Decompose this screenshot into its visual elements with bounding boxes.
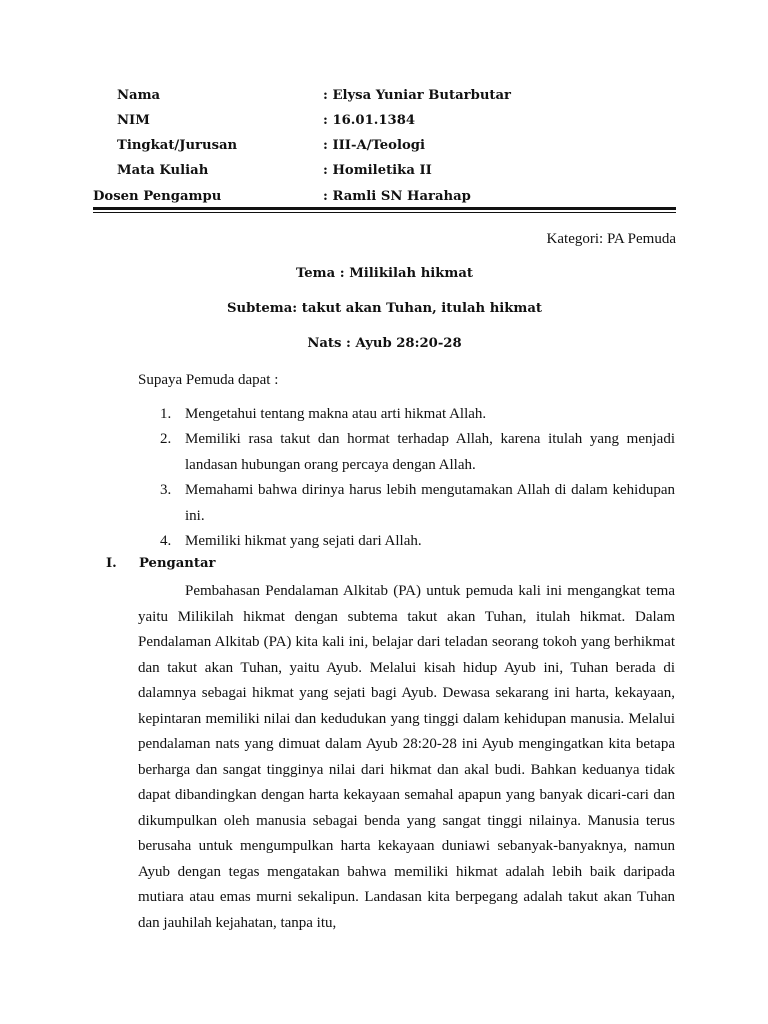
- header-label: Mata Kuliah: [117, 163, 209, 178]
- list-number: 1.: [160, 406, 172, 422]
- list-text: Mengetahui tentang makna atau arti hikmat Allah.: [185, 406, 487, 422]
- list-text: Memiliki rasa takut dan hormat terhadap Allah, karena itulah yang menjadi landasan hubungan orang percaya dengan Allah.: [185, 431, 675, 473]
- section-title: Pengantar: [139, 556, 216, 571]
- header-row-dosen: [93, 187, 676, 207]
- header-value: : Ramli SN Harahap: [323, 189, 471, 204]
- nats-title: Nats : Ayub 28:20-28: [307, 336, 462, 351]
- list-item: [138, 478, 675, 529]
- header-row-nim: [93, 111, 676, 131]
- list-item: [138, 529, 675, 554]
- subtema-title: Subtema: takut akan Tuhan, itulah hikmat: [226, 301, 543, 316]
- kategori-label: Kategori: PA Pemuda: [546, 231, 676, 247]
- header-label: Tingkat/Jurusan: [117, 138, 238, 153]
- list-number: 4.: [160, 533, 172, 550]
- tema-title: Tema : Milikilah hikmat: [295, 266, 474, 281]
- header-value: : Elysa Yuniar Butarbutar: [323, 88, 511, 103]
- header-rule-thick: [93, 207, 676, 210]
- list-text: Memahami bahwa dirinya harus lebih mengutamakan Allah di dalam kehidupan ini.: [185, 482, 675, 524]
- header-row-nama: [93, 86, 676, 106]
- header-label: NIM: [117, 113, 150, 128]
- header-value: : 16.01.1384: [323, 113, 416, 128]
- header-label: Dosen Pengampu: [93, 189, 222, 204]
- header-value: : III-A/Teologi: [323, 138, 426, 153]
- list-item: [138, 427, 675, 478]
- list-number: 3.: [160, 482, 172, 499]
- intro-text: Supaya Pemuda dapat :: [138, 372, 279, 388]
- header-rule-thin: [93, 212, 676, 213]
- list-text: Memiliki hikmat yang sejati dari Allah.: [185, 533, 422, 550]
- section-number: I.: [106, 556, 117, 571]
- header-row-mata-kuliah: [93, 161, 676, 181]
- header-label: Nama: [117, 88, 161, 103]
- header-value: : Homiletika II: [323, 163, 432, 178]
- list-item: [138, 402, 675, 427]
- section-paragraph: Pembahasan Pendalaman Alkitab (PA) untuk pemuda kali ini mengangkat tema yaitu Milikilah hikmat dengan subtema takut akan Tuhan, itulah hikmat. Dalam Pendalaman Alkitab (PA) kita kali ini, belajar dari teladan seorang tokoh yang berhikmat dan takut akan Tuhan, yaitu Ayub. Melalui kisah hidup Ayub ini, Tuhan berada di dalamnya sebagai hikmat yang sejati bagi Ayub. Dewasa sekarang ini harta, kekayaan, kepintaran memiliki nilai dan kedudukan yang tinggi dalam kehidupan manusia. Melalui pendalaman nats yang dimuat dalam Ayub 28:20-28 ini Ayub mengingatkan kita betapa berharga dan sangat tingginya nilai dari hikmat dan akal budi. Bahkan keduanya tidak dapat dibandingkan dengan harta kekayaan semahal apapun yang banyak dicari-cari dan dikumpulkan oleh manusia sebagai benda yang sangat tinggi nilainya. Manusia terus berusaha untuk mengumpulkan harta kekayaan duniawi sebanyak-banyaknya, namun Ayub dengan tegas mengatakan bahwa memiliki hikmat adalah lebih baik daripada mutiara atau emas murni sekalipun. Landasan kita berpegang adalah takut akan Tuhan dan jauhilah kejahatan, tanpa itu,: [138, 583, 675, 931]
- header-row-tingkat: [93, 136, 676, 156]
- objectives-list: [138, 402, 675, 554]
- list-number: 2.: [160, 431, 172, 448]
